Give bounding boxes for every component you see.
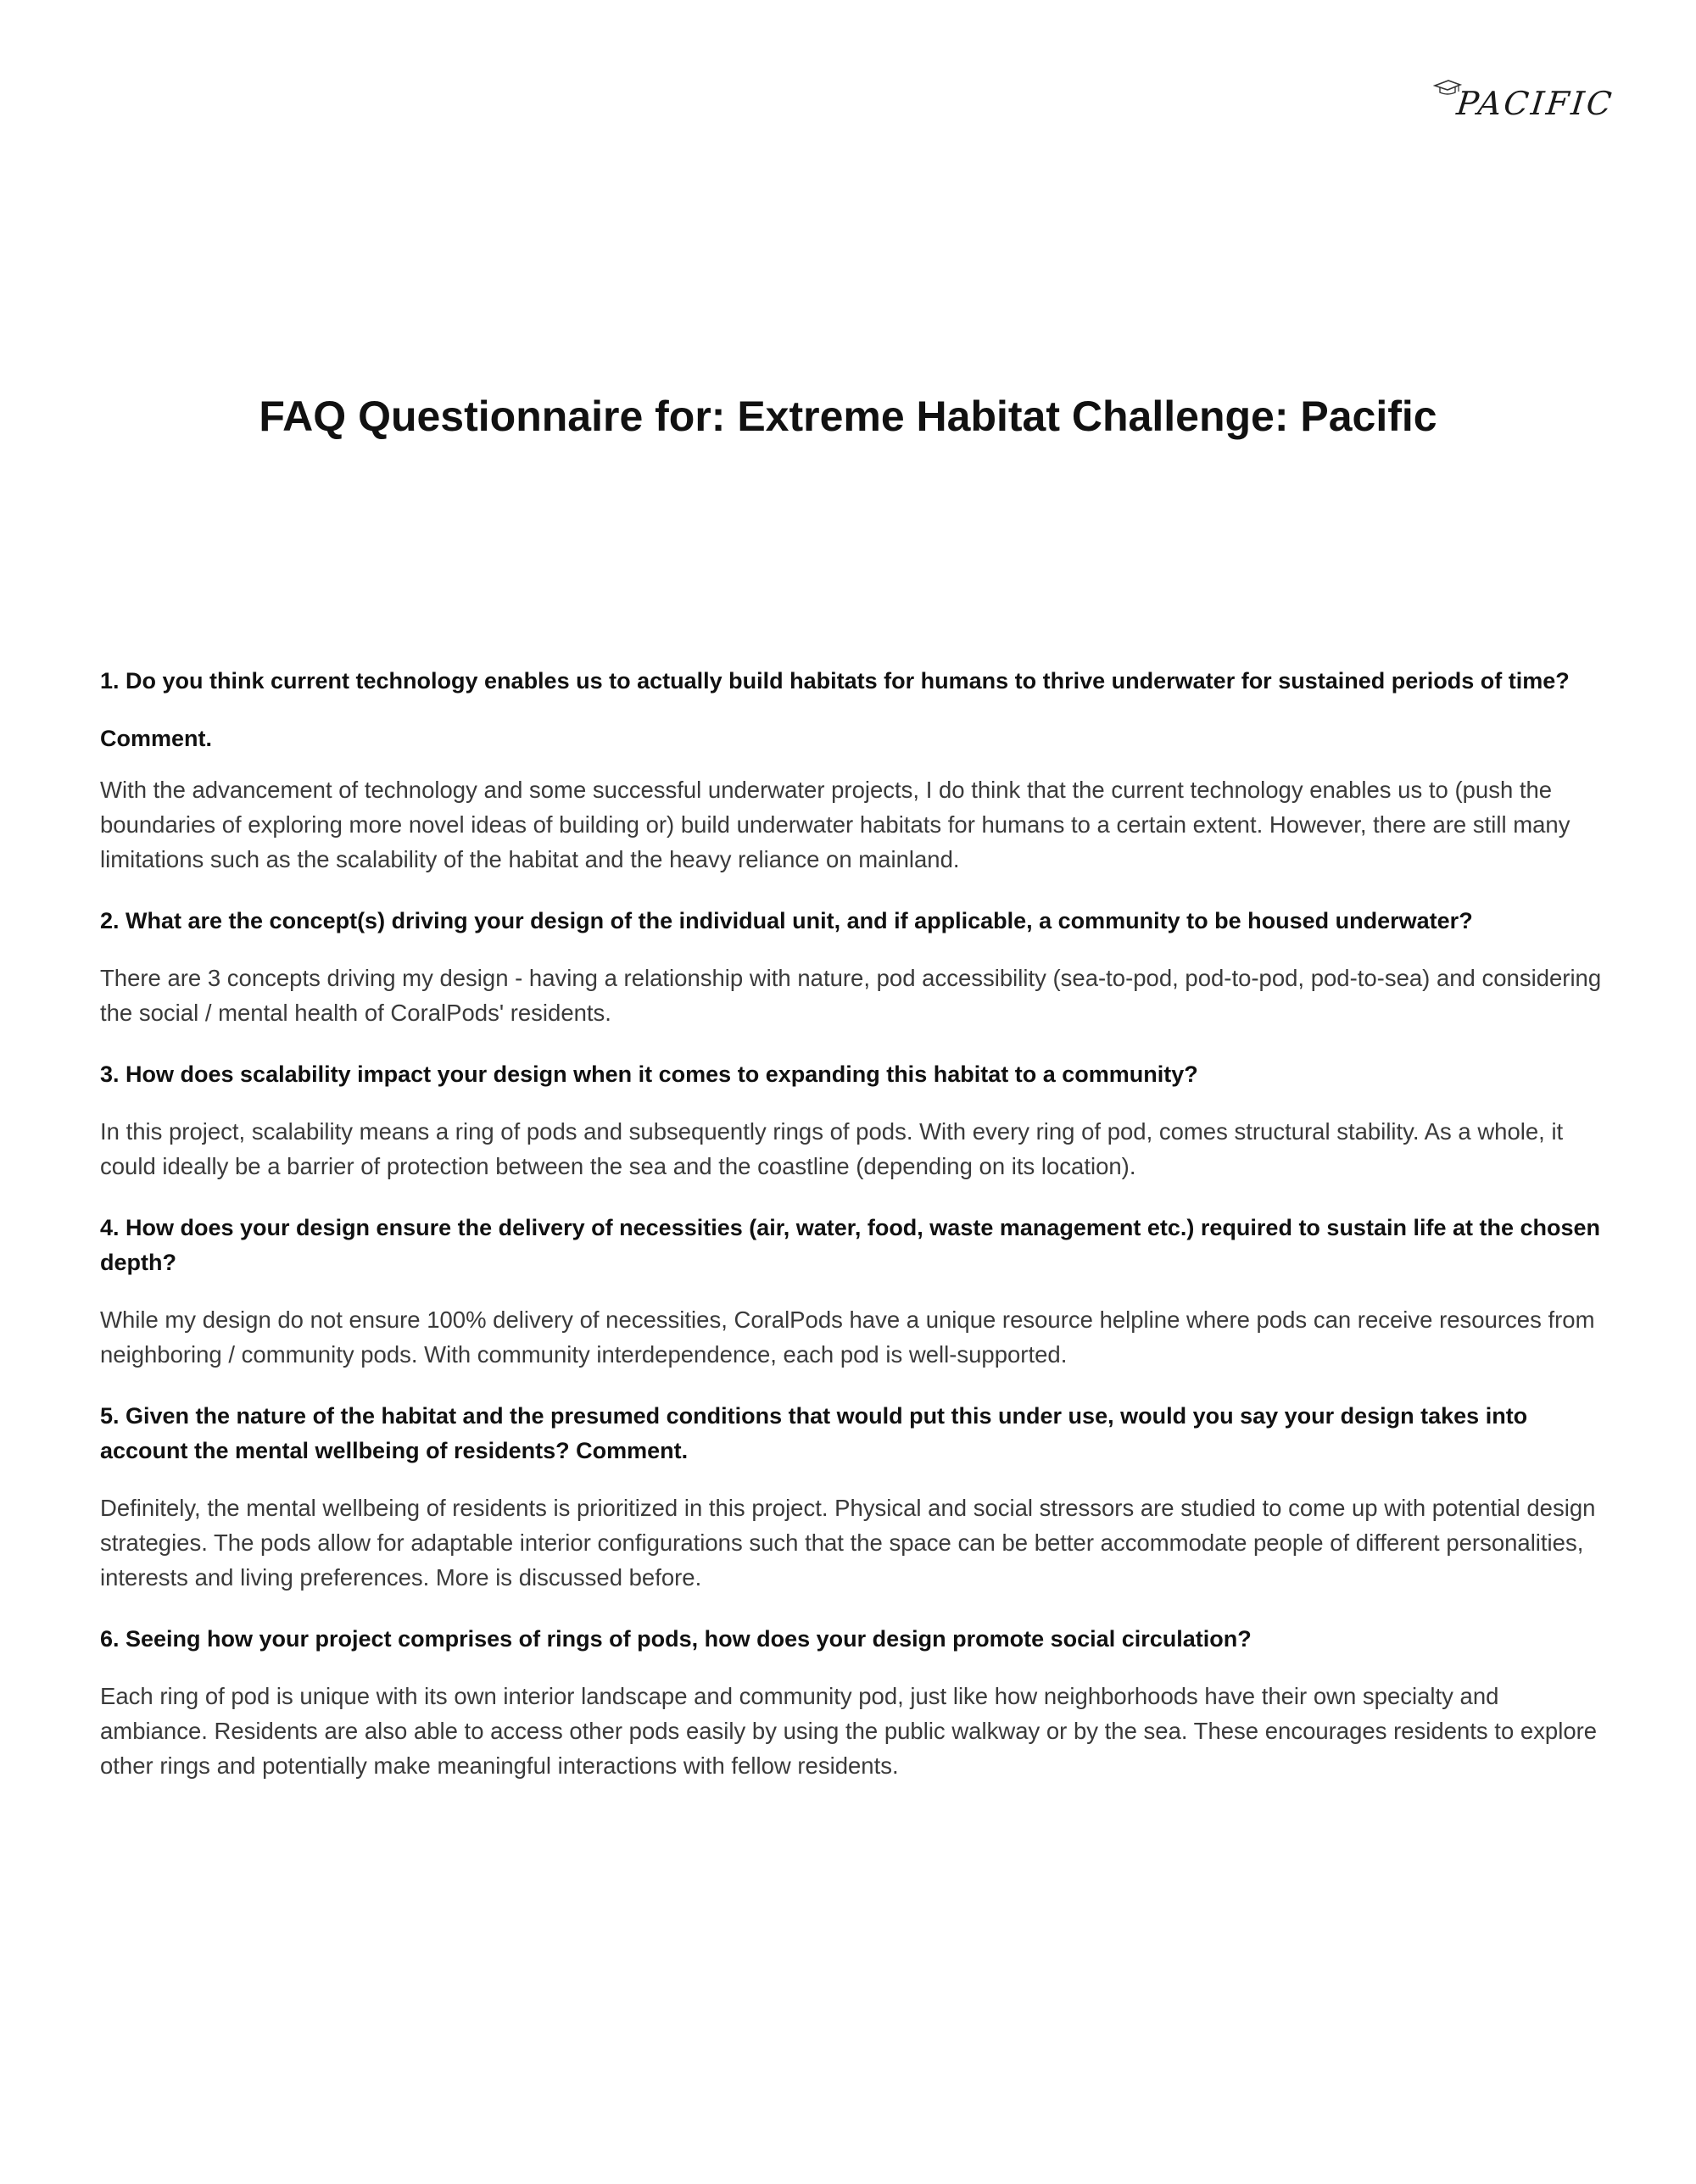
- faq-list: [100, 663, 1610, 1810]
- faq-answer-5: Definitely, the mental wellbeing of residents is prioritized in this project. Physical and social stressors are studied to come up with potential design strategies. The pods allow for adaptable interior configurations such that the space can be better accommodate people of different personalities, interests and living preferences. More is discussed before.: [100, 1495, 1596, 1591]
- faq-question-2: 2. What are the concept(s) driving your design of the individual unit, and if applicable, a community to be housed underwater?: [100, 908, 1473, 933]
- page-title: FAQ Questionnaire for: Extreme Habitat Challenge: Pacific: [259, 393, 1437, 440]
- logo-text: PACIFIC: [1454, 85, 1616, 122]
- faq-question-1: 1. Do you think current technology enables us to actually build habitats for humans to thrive underwater for sustained periods of time? Comment.: [100, 668, 1570, 751]
- faq-question-6: 6. Seeing how your project comprises of rings of pods, how does your design promote social circulation?: [100, 1626, 1252, 1652]
- faq-question-5: 5. Given the nature of the habitat and the presumed conditions that would put this under use, would you say your design takes into account the mental wellbeing of residents? Comment.: [100, 1403, 1528, 1463]
- faq-answer-6: Each ring of pod is unique with its own interior landscape and community pod, just like how neighborhoods have their own specialty and ambiance. Residents are also able to access other pods easily by using the public walkway or by the sea. These encourages residents to explore other rings and potentially make meaningful interactions with fellow residents.: [100, 1683, 1598, 1779]
- pacific-logo: [1433, 73, 1616, 132]
- faq-question-4: 4. How does your design ensure the delivery of necessities (air, water, food, waste management etc.) required to sustain life at the chosen depth?: [100, 1215, 1601, 1275]
- faq-answer-2: There are 3 concepts driving my design - having a relationship with nature, pod accessibility (sea-to-pod, pod-to-pod, pod-to-sea) and considering the social / mental health of CoralPods' residents.: [100, 965, 1602, 1026]
- faq-answer-4: While my design do not ensure 100% delivery of necessities, CoralPods have a unique resource helpline where pods can receive resources from neighboring / community pods. With community interdependence, each pod is well-supported.: [100, 1306, 1595, 1368]
- faq-answer-1: With the advancement of technology and some successful underwater projects, I do think that the current technology enables us to (push the boundaries of exploring more novel ideas of building or) build underwater habitats for humans to a certain extent. However, there are still many limitations such as the scalability of the habitat and the heavy reliance on mainland.: [100, 777, 1570, 872]
- faq-question-3: 3. How does scalability impact your design when it comes to expanding this habitat to a community?: [100, 1061, 1198, 1087]
- faq-answer-3: In this project, scalability means a ring of pods and subsequently rings of pods. With every ring of pod, comes structural stability. As a whole, it could ideally be a barrier of protection between the sea and the coastline (depending on its location).: [100, 1118, 1564, 1179]
